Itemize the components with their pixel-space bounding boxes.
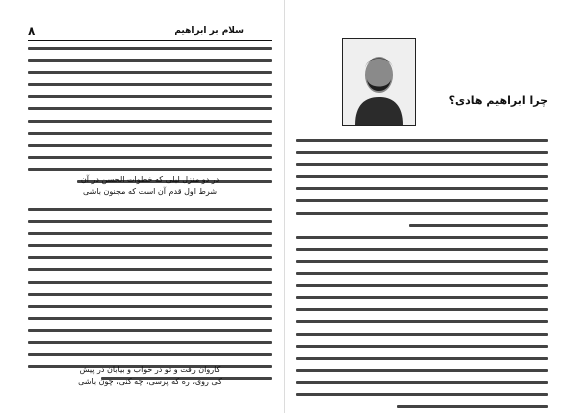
text-line: [28, 353, 272, 356]
text-line: [28, 256, 272, 259]
text-line: [296, 260, 548, 263]
text-line: [296, 320, 548, 323]
text-line: [28, 232, 272, 235]
text-line: [28, 83, 272, 86]
page-number: ۸: [28, 24, 36, 38]
text-line: [296, 393, 548, 396]
body-text-block-2: [28, 208, 272, 389]
text-line: [28, 47, 272, 50]
chapter-title: چرا ابراهیم هادی؟: [448, 94, 548, 107]
text-line: [296, 369, 548, 372]
text-line: [296, 381, 548, 384]
text-line: [28, 317, 272, 320]
text-line: [28, 305, 272, 308]
verse-line: در دو منزل لیلی که خطوات الحسن در آن: [80, 175, 220, 184]
text-line: [397, 405, 548, 408]
text-line: [28, 107, 272, 110]
text-line: [296, 187, 548, 190]
author-portrait: [342, 38, 416, 126]
text-line: [296, 248, 548, 251]
left-page: [28, 12, 272, 400]
text-line: [409, 224, 548, 227]
text-line: [296, 212, 548, 215]
text-line: [296, 296, 548, 299]
running-header: [28, 26, 272, 40]
text-line: [28, 71, 272, 74]
text-line: [28, 156, 272, 159]
body-text-block-3: [296, 139, 548, 417]
verse-block-1: [28, 174, 272, 198]
text-line: [28, 132, 272, 135]
text-line: [296, 308, 548, 311]
text-line: [28, 281, 272, 284]
text-line: [28, 220, 272, 223]
text-line: [296, 199, 548, 202]
text-line: [28, 208, 272, 211]
text-line: [28, 144, 272, 147]
text-line: [296, 139, 548, 142]
text-line: [28, 120, 272, 123]
body-text-block-1: [28, 47, 272, 192]
verse-line: شرط اول قدم آن است که مجنون باشی: [82, 187, 218, 196]
text-line: [28, 59, 272, 62]
text-line: [296, 175, 548, 178]
text-line: [296, 333, 548, 336]
verse-block-2: [28, 364, 272, 388]
text-line: [28, 244, 272, 247]
right-page: [296, 12, 548, 400]
text-line: [296, 284, 548, 287]
text-line: [28, 329, 272, 332]
text-line: [296, 345, 548, 348]
verse-line: کاروان رفت و تو در خواب و بیابان در پیش: [79, 365, 221, 374]
spine-divider: [284, 0, 285, 413]
text-line: [28, 168, 272, 171]
text-line: [28, 293, 272, 296]
text-line: [296, 163, 548, 166]
header-rule: [28, 40, 272, 41]
text-line: [296, 236, 548, 239]
text-line: [28, 341, 272, 344]
text-line: [28, 268, 272, 271]
portrait-image: [343, 39, 415, 125]
text-line: [296, 272, 548, 275]
text-line: [296, 357, 548, 360]
text-line: [296, 151, 548, 154]
running-header-title: سلام بر ابراهیم: [174, 26, 244, 36]
verse-line: کی روی، ره که پرسی، چه کنی، چون باشی: [78, 377, 222, 386]
text-line: [28, 95, 272, 98]
